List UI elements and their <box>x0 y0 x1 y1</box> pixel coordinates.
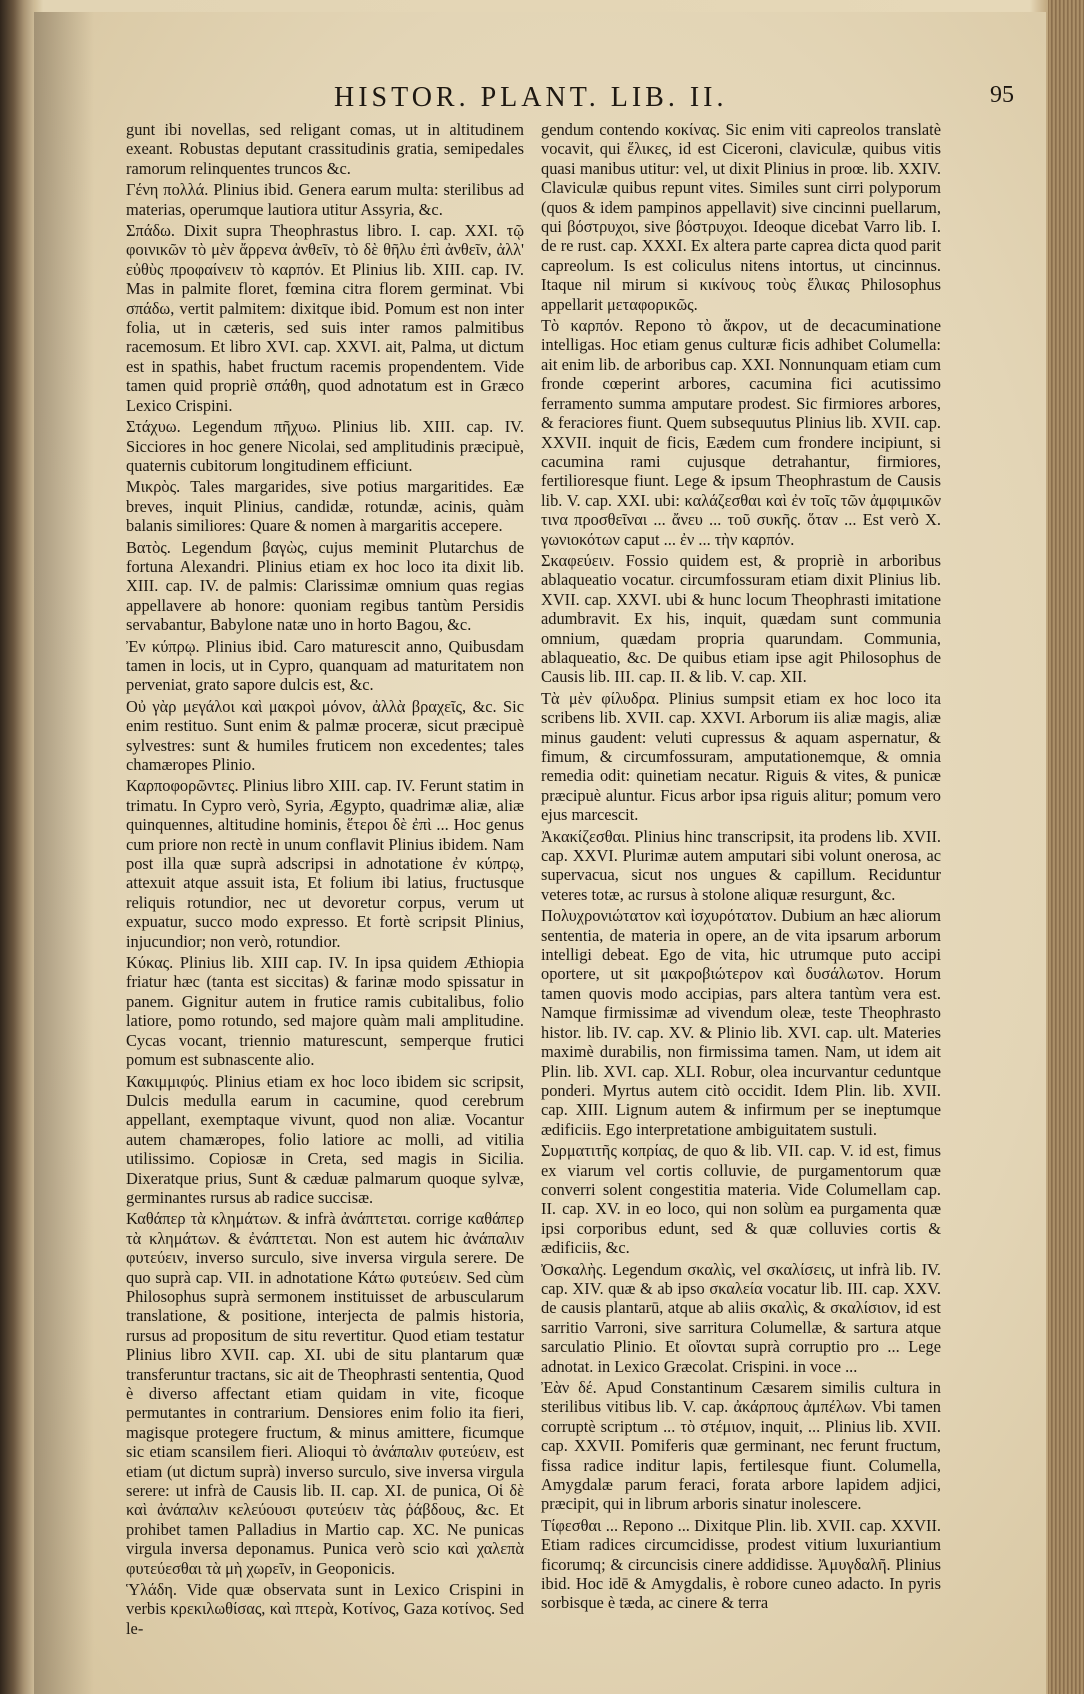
paragraph: Βατὸς. Legendum βαγὼς, cujus meminit Plutarchus de fortuna Alexandri. Plinius etiam ex hoc loco ita dixit lib. XIII. cap. IV. de palmis: Clarissimæ omnium quas regias appellavere ab honore: quoniam regibus tantùm Persidis servabantur, Babylone natæ uno in horto Bagou, &c. <box>126 537 524 635</box>
paragraph: Οὐ γὰρ μεγάλοι καὶ μακροὶ μόνον, ἀλλὰ βραχεῖς, &c. Sic enim restituo. Sunt enim & palmæ proceræ, sicut præcipuè sylvestres: sunt & humiles fruticem non excedentes; tales chamæropes Plinio. <box>126 696 524 774</box>
paragraph: Τὸ καρπόν. Repono τὸ ἄκρον, ut de decacuminatione intelligas. Hoc etiam genus culturæ ficis adhibet Columella: ait enim lib. de arboribus cap. XXI. Nonnunquam etiam cum fronde cœperint arbores, cacumina fici acutissimo ferramento summa amputare prodest. Sic firmiores arbores, & feraciores fiunt. Quem subsequutus Plinius lib. XVII. cap. XXVII. inquit de ficis, Eædem cum frondere incipiunt, si cacumina rami cujusque detrahantur, firmiores, fertilioresque fiunt. Lege & ipsum Theophrastum de Causis lib. V. cap. XXI. ubi: καλάζεσθαι καὶ ἐν τοῖς τῶν ἀμφιμικῶν τινα προσθεῖναι ... ἄνευ ... τοῦ συκῆς. ὅταν ... Est verò X. γωνιοκότων caput ... ἐν ... τὴν καρπόν. <box>541 316 941 549</box>
paragraph: Κύκας. Plinius lib. XIII cap. IV. In ipsa quidem Æthiopia friatur hæc (tanta est siccitas) & farinæ modo spissatur in panem. Gignitur autem in frutice ramis cubitalibus, folio latiore, pomo rotundo, sed majore quàm mali amplitudine. Cycas vocant, triennio maturescunt, semperque frutici pomum est subnascente alio. <box>126 953 524 1070</box>
paragraph: Ὑλάδη. Vide quæ observata sunt in Lexico Crispini in verbis κρεκιλωθίσας, καὶ πτερὰ, Κοτίνος, Gaza κοτίνος. Sed le- <box>126 1580 524 1638</box>
page-edges <box>1048 0 1084 1694</box>
paragraph: Καρποφορῶντες. Plinius libro XIII. cap. IV. Ferunt statim in trimatu. In Cypro verò, Syria, Ægypto, quadrimæ aliæ, aliæ quinquennes, altitudine hominis, ἕτεροι δὲ ἐπὶ ... Hoc genus cum priore non rectè in unum conflavit Plinius ibidem. Nam post illa quæ suprà adscripsi in adnotatione ἐν κύπρῳ, attexuit atque assuit ista, Et folium ibi latius, fructusque reliquis rotundior, nec ut devoretur corpus, verum ut expuatur, succo modo expresso. Et fortè scripsit Plinius, injucundior; non verò, rotundior. <box>126 776 524 951</box>
right-column <box>541 120 941 1665</box>
paragraph: Καθάπερ τὰ κλημάτων. & infrà ἀνάπτεται. corrige καθάπερ τὰ κλημάτων. & ἐνάπτεται. Non est autem hic ἀνάπαλιν φυτεύειν, inverso surculo, sive inversa virgula serere. De quo suprà cap. VII. in adnotatione Κάτω φυτεύειν. Sed cùm Philosophus suprà sermonem instituisset de arbuscularum translatione, & positione, interjecta de palmis historia, rursus ad propositum de situ revertitur. Quod etiam testatur Plinius libro XVII. cap. XI. ubi de situ plantarum quæ transferuntur tractans, sic ait de Theophrasti sententia, Quod è diverso affectant etiam quidam in vite, ficoque permutantes in contrarium. Densiores enim folio ita fieri, magisque protegere fructum, & minus amittere, ficumque sic etiam scansilem fieri. Alioqui τὸ ἀνάπαλιν φυτεύειν, est etiam (ut dictum suprà) inverso surculo, sive inversa virgula serere: ut infrà de Causis lib. II. cap. XI. de punica, Οἱ δὲ καὶ ἀνάπαλιν κελεύουσι φυτεύειν τὰς ῥάβδους, &c. Et prohibet tamen Palladius in Martio cap. XC. Ne punicas virgula inversa deponamus. Punica verò scio καὶ χαλεπὰ φυτεύεσθαι τὰ μὴ χωρεῖν, in Geoponicis. <box>126 1209 524 1578</box>
paragraph: Σπάδω. Dixit supra Theophrastus libro. I. cap. XXI. τῷ φοινικῶν τὸ μὲν ἄρρενα ἀνθεῖν, τὸ δὲ θῆλυ ἐπὶ ἀνθεῖν, ἀλλ' εὐθὺς προφαίνειν τὸ καρπόν. Et Plinius lib. XIII. cap. IV. Mas in palmite floret, fœmina citra florem germinat. Vbi σπάδω, vertit palmitem: dixitque ibid. Pomum est non inter folia, ut in cæteris, sed suis inter ramos palmitibus racemosum. Et libro XVI. cap. XXVI. ait, Palma, ut dictum est in spathis, habet fructum racemis propendentem. Vide tamen quid propriè σπάθη, quod adnotatum est in Græco Lexico Crispini. <box>126 221 524 415</box>
paragraph: Γένη πολλά. Plinius ibid. Genera earum multa: sterilibus ad materias, operumque lautiora utitur Assyria, &c. <box>126 180 524 219</box>
running-title: HISTOR. PLANT. LIB. II. <box>334 82 728 113</box>
paragraph: Κακιμμιφύς. Plinius etiam ex hoc loco ibidem sic scripsit, Dulcis medulla earum in cacumine, quod cerebrum appellant, exemptaque vivunt, quod non aliæ. Vocantur autem chamæropes, folio latiore ac molli, ad vitilia utilissimo. Copiosæ in Creta, sed magis in Sicilia. Dixeratque prius, Sunt & cæduæ palmarum quoque sylvæ, germinantes rursus ab radice succisæ. <box>126 1071 524 1207</box>
paragraph: gendum contendo κοκίνας. Sic enim viti capreolos translatè vocavit, qui ἕλικες, id est Ciceroni, claviculæ, quibus vitis quasi manibus utitur: vel, ut dixit Plinius in proœ. lib. XXIV. Claviculæ quibus repunt vites. Similes sunt cirri polyporum (quos & idem pampinos appellavit) sive cincinni puellarum, qui βόστρυχοι, sive βόστρυχοι. Ideoque dicebat Varro lib. I. de re rust. cap. XXXI. Ex altera parte caprea dicta quod parit capreolum. Is est coliculus nitens intortus, ut cincinnus. Itaque nil mirum si κικίνους τοὺς ἕλικας Philosophus appellarit μεταφορικῶς. <box>541 120 941 314</box>
paragraph: Ἀκακίζεσθαι. Plinius hinc transcripsit, ita prodens lib. XVII. cap. XXVI. Plurimæ autem amputari sibi volunt onerosa, ac supervacua, sicut nos ungues & capillum. Reciduntur veteres totæ, ac rursus à stolone aliquæ resurgunt, &c. <box>541 826 941 904</box>
paragraph: Ἐν κύπρῳ. Plinius ibid. Caro maturescit anno, Quibusdam tamen in locis, ut in Cypro, quanquam ad maturitatem non perveniat, grato sapore dulcis est, &c. <box>126 636 524 695</box>
paragraph: Σκαφεύειν. Fossio quidem est, & propriè in arboribus ablaqueatio vocatur. circumfossuram etiam dixit Plinius lib. XVII. cap. XXVI. ubi & hunc locum Theophrasti imitatione adumbravit. Ex his, inquit, quædam sunt communia omnium, quædam propria quarundam. Communia, ablaqueatio, &c. De quibus etiam ipse agit Philosophus de Causis lib. III. cap. II. & lib. V. cap. XII. <box>541 550 941 687</box>
paragraph: Στάχυω. Legendum πῆχυω. Plinius lib. XIII. cap. IV. Sicciores in hoc genere Nicolai, sed amplitudinis præcipuè, quaternis cubitorum longitudinem efficiunt. <box>126 417 524 475</box>
paragraph: Ἐὰν δέ. Apud Constantinum Cæsarem similis cultura in sterilibus vitibus lib. V. cap. ἀκάρπους ἀμπέλων. Vbi tamen corruptè scriptum ... τὸ στέμιον, inquit, ... Plinius lib. XVII. cap. XXVII. Pomiferis quæ germinant, nec ferunt fructum, fissa radice inditur lapis, fertilesque fiunt. Columella, Amygdalæ parum feraci, forata arbore lapidem adjici, præcipit, qui in librum arboris sinatur inolescere. <box>541 1378 941 1514</box>
paragraph: gunt ibi novellas, sed religant comas, ut in altitudinem exeant. Robustas deputant crassitudinis gratia, semipedales ramorum relinquentes truncos &c. <box>126 120 524 178</box>
paragraph: Ὀσκαλὴς. Legendum σκαλὶς, vel σκαλίσεις, ut infrà lib. IV. cap. XIV. quæ & ab ipso σκαλεία vocatur lib. III. cap. XXV. de causis plantarū, atque ab aliis σκαλὶς, & σκαλίσιον, id est sarritio Varroni, sive sarritura Columellæ, & sartura atque sarculatio Plinio. Et οἴονται suprà corruptio pro ... Lege adnotat. in Lexico Græcolat. Crispini. in voce ... <box>541 1259 941 1376</box>
paragraph: Τὰ μὲν φίλυδρα. Plinius sumpsit etiam ex hoc loco ita scribens lib. XVII. cap. XXVI. Arborum iis aliæ magis, aliæ minus gaudent: veluti cupressus & aquam aspernatur, & fimum, & circumfossuram, amputationemque, & omnia remedia odit: quinetiam necatur. Riguis & vites, & punicæ præcipuè aluntur. Ficus arbor ipsa riguis alitur; pomum vero ejus marcescit. <box>541 688 941 825</box>
paragraph: Μικρὸς. Tales margarides, sive potius margaritides. Eæ breves, inquit Plinius, candidæ, rotundæ, acinis, quàm balanis similiores: Quare & nomen à margaritis accepere. <box>126 477 524 536</box>
paragraph: Τίφεσθαι ... Reponо ... Dixitque Plin. lib. XVII. cap. XXVII. Etiam radices circumcidisse, prodest vitium luxuriantium ficorumq; & circuncisis cinere addidisse. Ἀμυγδαλῆ. Plinius ibid. Hoc idē & Amygdalis, è robore cuneo adacto. In pyris sorbisque è tæda, ac cinere & terra <box>541 1515 941 1613</box>
paragraph: Συρματιτῆς κοπρίας, de quo & lib. VII. cap. V. id est, fimus ex viarum vel cortis colluvie, de purgamentorum quæ converri solent congestitia materia. Vide Columellam cap. II. cap. XV. in eo loco, qui non solùm ea purgamenta quæ ipsi corporibus edunt, sed & quæ colluvies cortis & ædificiis, &c. <box>541 1141 941 1258</box>
page-number: 95 <box>990 82 1014 108</box>
running-head <box>134 82 1014 122</box>
paragraph: Πολυχρονιώτατον καὶ ἰσχυρότατον. Dubium an hæc aliorum sententia, de materia in opere, an de vita ipsarum arborum intelligi debeat. Ego de vita, hic utrumque puto accipi oportere, ut sit μακροβιώτερον καὶ δυσάλωτον. Horum tamen quovis modo accipias, pars altera tantùm vera est. Namque firmissimæ ad vivendum oleæ, teste Theophrasto histor. lib. IV. cap. XV. & Plinio lib. XVI. cap. ult. Materies maximè durabilis, non firmissima tamen. Nam, ut idem ait Plin. lib. XVI. cap. XLI. Robur, olea incurvantur ceduntque ponderi. Myrtus autem citò occidit. Idem Plin. lib. XVII. cap. XIII. Lignum autem & infirmum per se ineptumque ædificiis. Ego interpretatione ambiguitatem sustuli. <box>541 906 941 1139</box>
gutter-shadow <box>34 12 94 1694</box>
book-page <box>34 12 1046 1694</box>
left-column <box>126 120 524 1665</box>
binding-edge <box>0 0 34 1694</box>
